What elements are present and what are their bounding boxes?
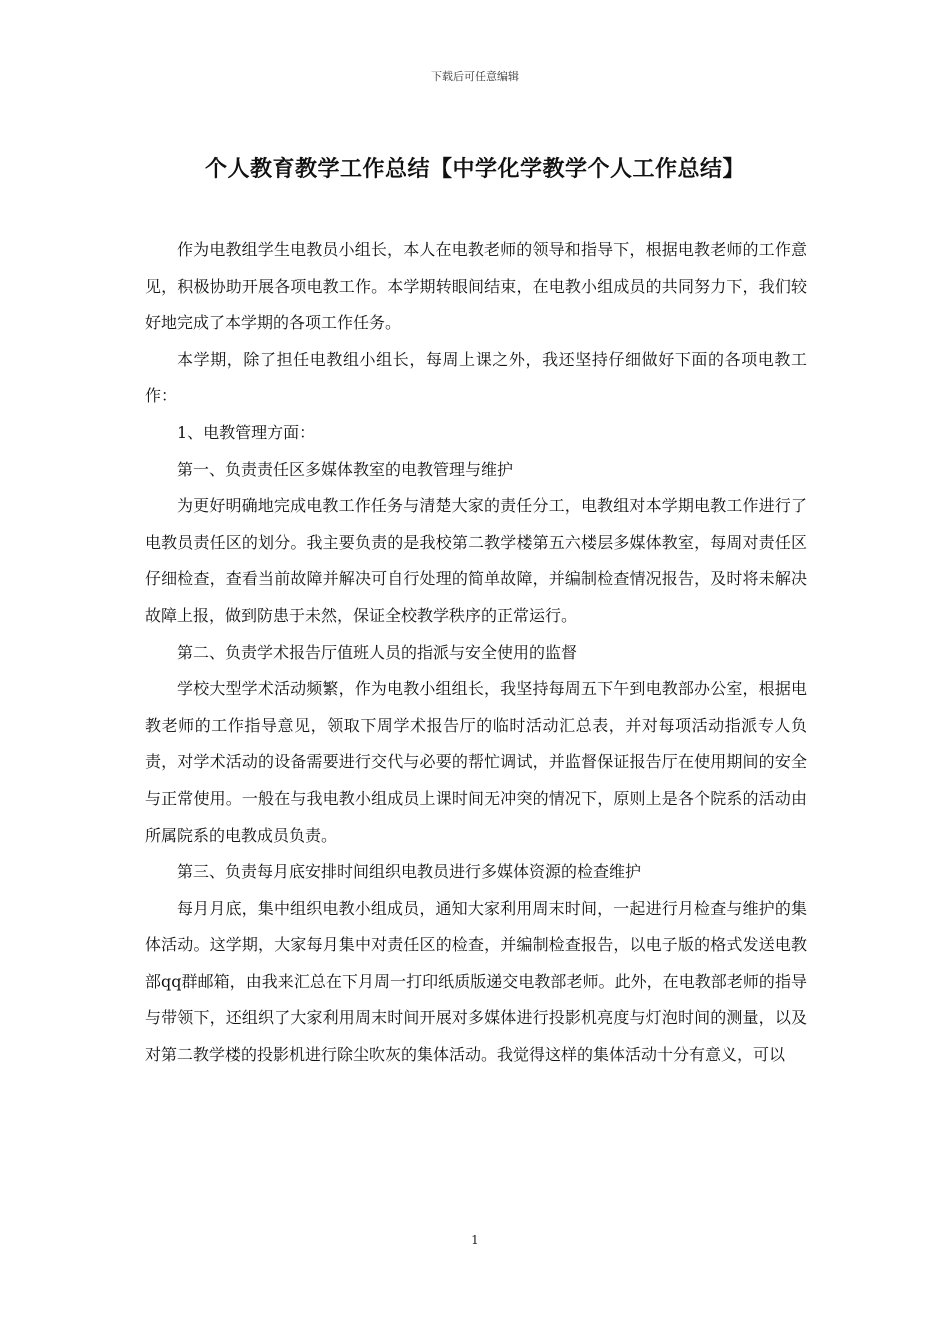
document-body <box>145 232 807 1074</box>
subsection-heading: 第二、负责学术报告厅值班人员的指派与安全使用的监督 <box>177 642 578 662</box>
section-heading: 1、电教管理方面： <box>177 422 316 442</box>
document-title: 个人教育教学工作总结【中学化学教学个人工作总结】 <box>204 156 745 182</box>
page-number: 1 <box>471 1233 479 1247</box>
paragraph: 作为电教组学生电教员小组长，本人在电教老师的领导和指导下，根据电教老师的工作意见，积极协助开展各项电教工作。本学期转眼间结束，在电教小组成员的共同努力下，我们较好地完成了本学期的各项工作任务。 <box>145 240 807 333</box>
paragraph: 学校大型学术活动频繁，作为电教小组组长，我坚持每周五下午到电教部办公室，根据电教老师的工作指导意见，领取下周学术报告厅的临时活动汇总表，并对每项活动指派专人负责，对学术活动的设备需要进行交代与必要的帮忙调试，并监督保证报告厅在使用期间的安全与正常使用。一般在与我电教小组成员上课时间无冲突的情况下，原则上是各个院系的活动由所属院系的电教成员负责。 <box>145 679 807 845</box>
subsection-heading: 第一、负责责任区多媒体教室的电教管理与维护 <box>177 459 514 479</box>
subsection-heading: 第三、负责每月底安排时间组织电教员进行多媒体资源的检查维护 <box>177 862 642 882</box>
paragraph: 每月月底，集中组织电教小组成员，通知大家利用周末时间，一起进行月检查与维护的集体活动。这学期，大家每月集中对责任区的检查，并编制检查报告，以电子版的格式发送电教部qq群邮箱，由我来汇总在下月周一打印纸质版递交电教部老师。此外，在电教部老师的指导与带领下，还组织了大家利用周末时间开展对多媒体进行投影机亮度与灯泡时间的测量，以及对第二教学楼的投影机进行除尘吹灰的集体活动。我觉得这样的集体活动十分有意义，可以 <box>145 898 807 1065</box>
header-note: 下载后可任意编辑 <box>431 70 519 83</box>
paragraph: 本学期，除了担任电教组小组长，每周上课之外，我还坚持仔细做好下面的各项电教工作： <box>145 349 807 406</box>
paragraph: 为更好明确地完成电教工作任务与清楚大家的责任分工，电教组对本学期电教工作进行了电教员责任区的划分。我主要负责的是我校第二教学楼第五六楼层多媒体教室，每周对责任区仔细检查，查看当前故障并解决可自行处理的简单故障，并编制检查情况报告，及时将未解决故障上报，做到防患于未然，保证全校教学秩序的正常运行。 <box>145 496 807 625</box>
